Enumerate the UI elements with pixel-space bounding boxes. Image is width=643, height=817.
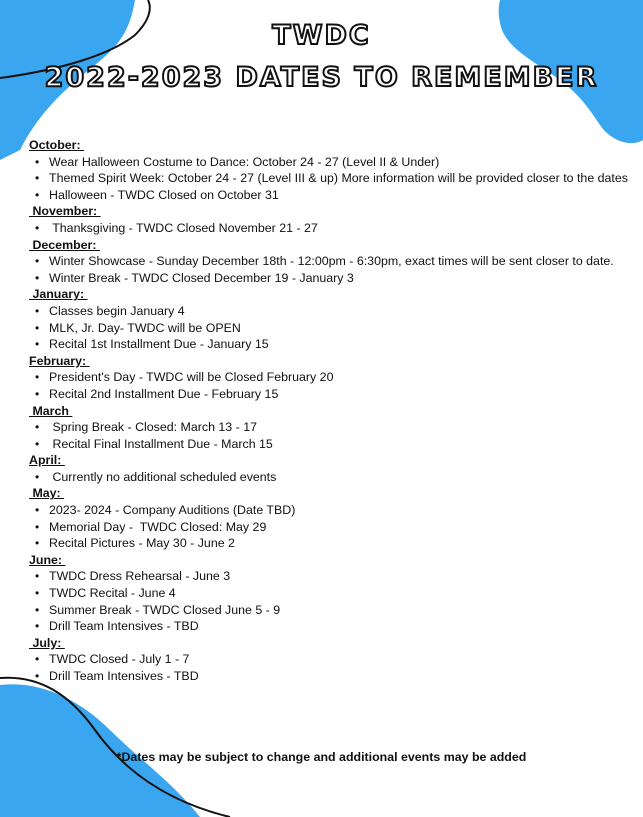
event-item: • Memorial Day - TWDC Closed: May 29 <box>29 519 629 536</box>
month-heading: July: <box>29 635 65 650</box>
month-section <box>29 353 629 403</box>
event-list <box>29 568 629 634</box>
month-section <box>29 552 629 635</box>
month-heading: February: <box>29 353 90 368</box>
event-item: • TWDC Dress Rehearsal - June 3 <box>29 568 629 585</box>
page-subtitle: 2022-2023 DATES TO REMEMBER <box>44 62 599 93</box>
event-list <box>29 303 629 353</box>
event-item: • Recital 1st Installment Due - January 15 <box>29 336 629 353</box>
event-list <box>29 220 629 237</box>
event-item: • Themed Spirit Week: October 24 - 27 (Level III & up) More information will be provided closer to the dates <box>29 170 629 187</box>
event-item: • Wear Halloween Costume to Dance: October 24 - 27 (Level II & Under) <box>29 154 629 171</box>
event-item: • 2023- 2024 - Company Auditions (Date TBD) <box>29 502 629 519</box>
event-item: • Classes begin January 4 <box>29 303 629 320</box>
event-item: • TWDC Recital - June 4 <box>29 585 629 602</box>
event-list <box>29 154 629 204</box>
event-list <box>29 502 629 552</box>
event-item: • Halloween - TWDC Closed on October 31 <box>29 187 629 204</box>
event-item: • Winter Showcase - Sunday December 18th - 12:00pm - 6:30pm, exact times will be sent closer to date. <box>29 253 629 270</box>
month-heading: April: <box>29 453 65 468</box>
month-heading: November: <box>29 204 101 219</box>
month-section <box>29 485 629 551</box>
event-item: • Winter Break - TWDC Closed December 19 - January 3 <box>29 270 629 287</box>
event-item: • Recital 2nd Installment Due - February 15 <box>29 386 629 403</box>
event-list <box>29 651 629 684</box>
month-section <box>29 237 629 287</box>
event-item: • Thanksgiving - TWDC Closed November 21 - 27 <box>29 220 629 237</box>
month-heading: January: <box>29 287 88 302</box>
event-item: • Drill Team Intensives - TBD <box>29 668 629 685</box>
month-heading: May: <box>29 486 65 501</box>
event-list <box>29 419 629 452</box>
page-title: TWDC <box>272 20 371 51</box>
event-item: • Recital Final Installment Due - March 15 <box>29 436 629 453</box>
event-item: • President's Day - TWDC will be Closed February 20 <box>29 369 629 386</box>
month-heading: March <box>29 403 73 418</box>
event-item: • Summer Break - TWDC Closed June 5 - 9 <box>29 602 629 619</box>
event-list <box>29 469 629 486</box>
event-item: • Currently no additional scheduled events <box>29 469 629 486</box>
event-item: • Spring Break - Closed: March 13 - 17 <box>29 419 629 436</box>
event-item: • MLK, Jr. Day- TWDC will be OPEN <box>29 320 629 337</box>
month-section <box>29 403 629 453</box>
event-item: • Drill Team Intensives - TBD <box>29 618 629 635</box>
event-list <box>29 369 629 402</box>
month-section <box>29 635 629 685</box>
month-heading: December: <box>29 237 100 252</box>
month-section <box>29 203 629 236</box>
event-list <box>29 253 629 286</box>
footer-note: *Dates may be subject to change and additional events may be added <box>116 750 527 764</box>
month-section <box>29 137 629 203</box>
dates-list <box>29 137 629 685</box>
month-heading: October: <box>29 138 85 152</box>
month-heading: June: <box>29 552 66 567</box>
event-item: • Recital Pictures - May 30 - June 2 <box>29 535 629 552</box>
event-item: • TWDC Closed - July 1 - 7 <box>29 651 629 668</box>
month-section <box>29 452 629 485</box>
month-section <box>29 286 629 352</box>
